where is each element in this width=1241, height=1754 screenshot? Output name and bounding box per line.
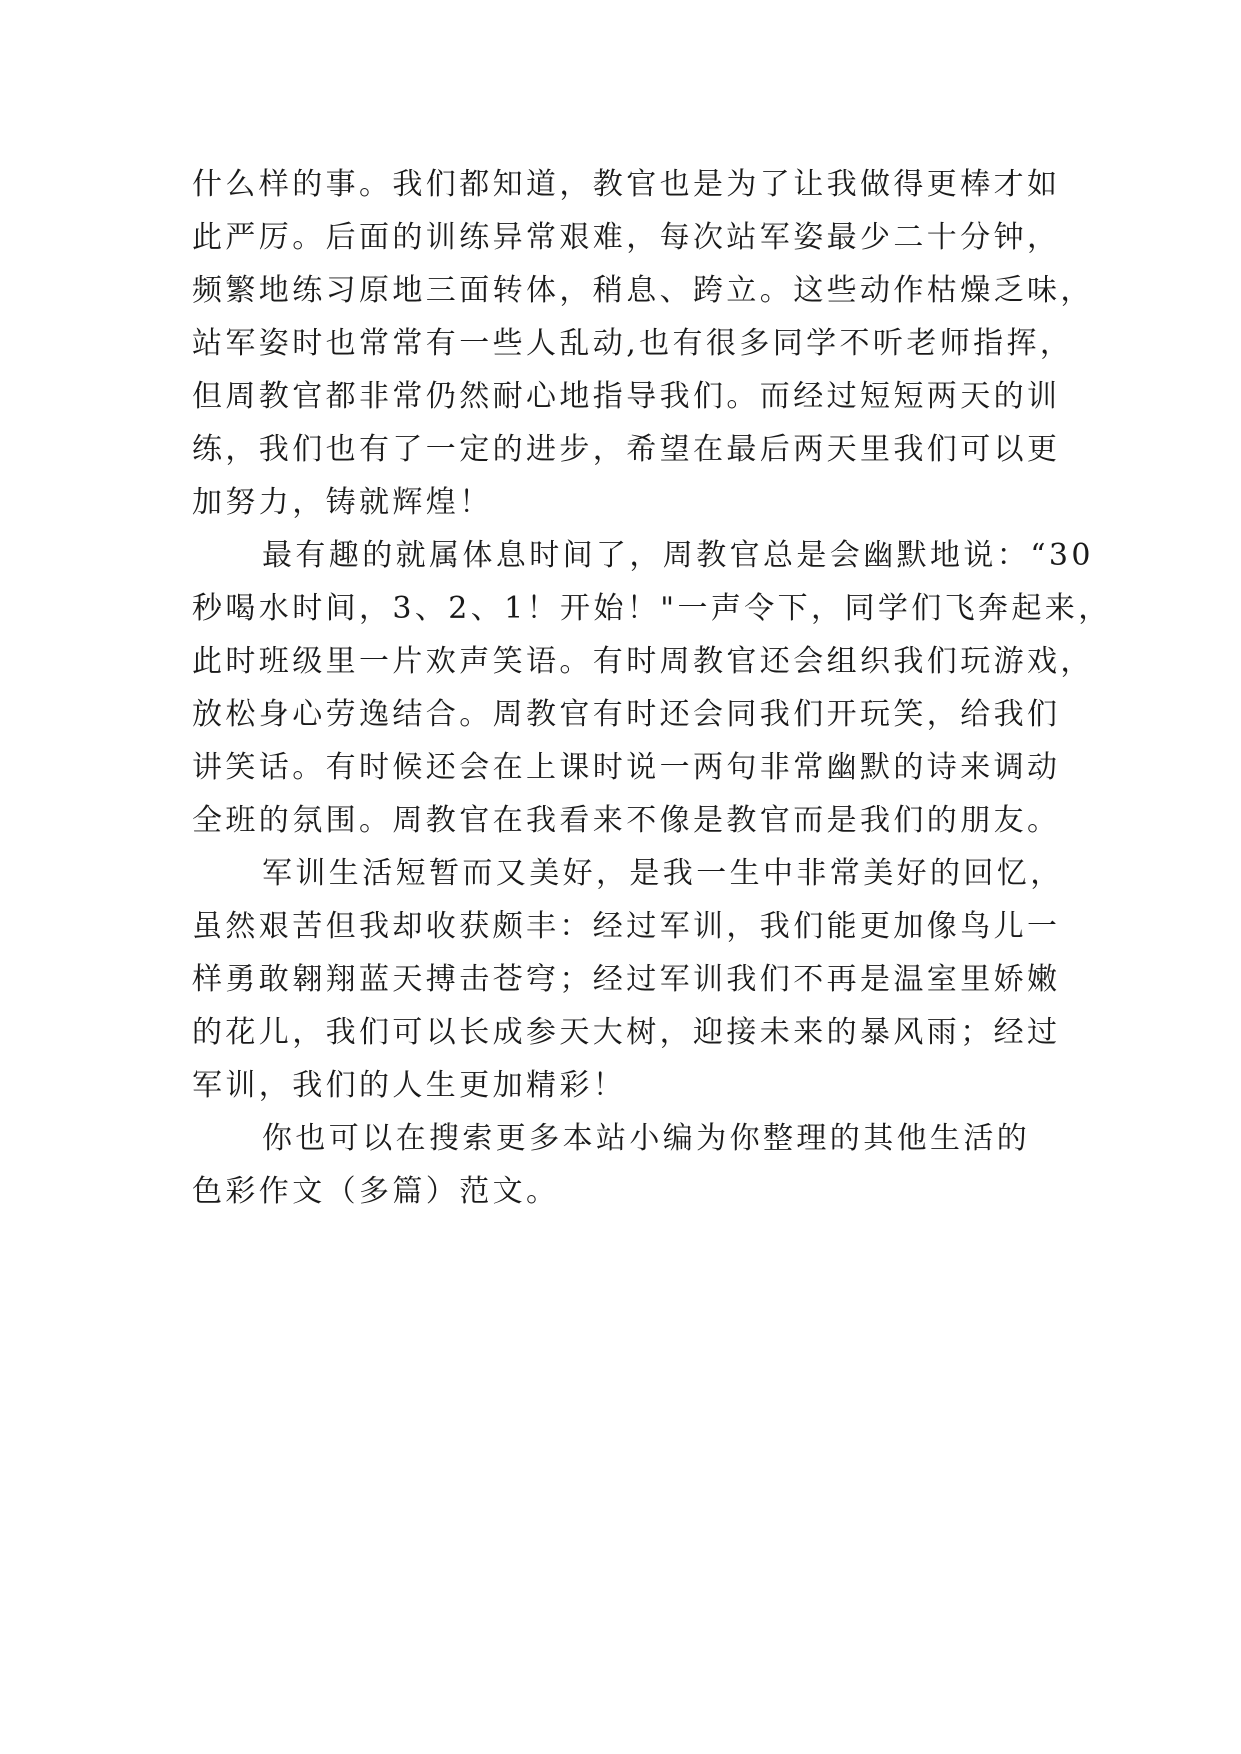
text-line: 站军姿时也常常有一些人乱动,也有很多同学不听老师指挥，	[192, 326, 1074, 361]
text-line-indented: 你也可以在搜索更多本站小编为你整理的其他生活的	[262, 1121, 1031, 1156]
text-line: 色彩作文（多篇）范文。	[192, 1174, 560, 1209]
paragraph-1	[192, 158, 1094, 529]
text-line: 什么样的事。我们都知道，教官也是为了让我做得更棒才如	[192, 167, 1061, 202]
text-line: 此严厉。后面的训练异常艰难，每次站军姿最少二十分钟，	[192, 220, 1061, 255]
text-line: 此时班级里一片欢声笑语。有时周教官还会组织我们玩游戏，	[192, 644, 1094, 679]
text-line: 虽然艰苦但我却收获颇丰：经过军训，我们能更加像鸟儿一	[192, 909, 1061, 944]
paragraph-2	[192, 529, 1112, 847]
text-line: 的花儿，我们可以长成参天大树，迎接未来的暴风雨；经过	[192, 1015, 1061, 1050]
text-line: 全班的氛围。周教官在我看来不像是教官而是我们的朋友。	[192, 803, 1061, 838]
text-line: 秒喝水时间，3、2、1！开始！"一声令下，同学们飞奔起来，	[192, 591, 1112, 626]
text-line: 讲笑话。有时候还会在上课时说一两句非常幽默的诗来调动	[192, 750, 1061, 785]
document-body	[192, 158, 1112, 1218]
text-line-indented: 最有趣的就属体息时间了，周教官总是会幽默地说：“30	[262, 538, 1094, 573]
text-line: 但周教官都非常仍然耐心地指导我们。而经过短短两天的训	[192, 379, 1061, 414]
text-line: 军训，我们的人生更加精彩！	[192, 1068, 627, 1103]
text-line: 频繁地练习原地三面转体，稍息、跨立。这些动作枯燥乏味，	[192, 273, 1094, 308]
text-line: 加努力，铸就辉煌！	[192, 485, 493, 520]
paragraph-4	[192, 1112, 1060, 1218]
text-line: 放松身心劳逸结合。周教官有时还会同我们开玩笑，给我们	[192, 697, 1061, 732]
text-line: 样勇敢翱翔蓝天搏击苍穹；经过军训我们不再是温室里娇嫩	[192, 962, 1061, 997]
text-line-indented: 军训生活短暂而又美好，是我一生中非常美好的回忆，	[262, 856, 1064, 891]
text-line: 练，我们也有了一定的进步，希望在最后两天里我们可以更	[192, 432, 1061, 467]
paragraph-3	[192, 847, 1064, 1112]
